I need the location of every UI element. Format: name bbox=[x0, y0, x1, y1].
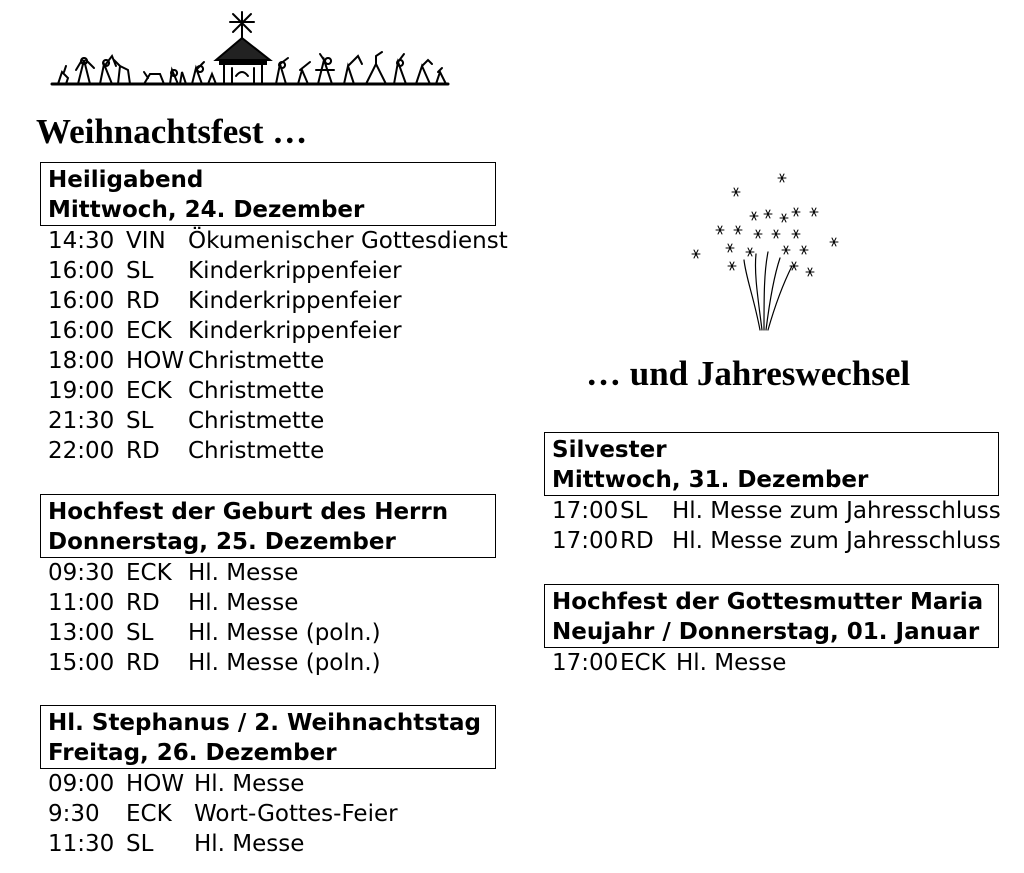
service-location: RD bbox=[126, 438, 160, 464]
service-event: Hl. Messe bbox=[188, 560, 299, 586]
service-event: Christmette bbox=[188, 408, 325, 434]
section-st-stephen bbox=[40, 705, 496, 859]
service-event: Hl. Messe zum Jahresschluss bbox=[672, 498, 1001, 524]
service-row bbox=[48, 648, 496, 678]
service-list bbox=[40, 226, 508, 466]
section-header bbox=[544, 432, 999, 496]
service-time: 14:30 bbox=[48, 228, 115, 254]
service-time: 22:00 bbox=[48, 438, 115, 464]
service-row bbox=[552, 648, 999, 678]
service-row bbox=[48, 376, 508, 406]
section-header bbox=[544, 584, 999, 648]
section-date: Freitag, 26. Dezember bbox=[48, 740, 337, 766]
service-location: RD bbox=[620, 528, 654, 554]
service-location: RD bbox=[126, 590, 160, 616]
page-title-christmas: Weihnachtsfest … bbox=[36, 112, 308, 151]
section-date: Mittwoch, 24. Dezember bbox=[48, 197, 365, 223]
service-row bbox=[48, 769, 496, 799]
section-date: Donnerstag, 25. Dezember bbox=[48, 529, 396, 555]
section-silvester bbox=[544, 432, 1001, 556]
service-row bbox=[48, 346, 508, 376]
service-row bbox=[48, 406, 508, 436]
service-time: 16:00 bbox=[48, 288, 115, 314]
section-date: Neujahr / Donnerstag, 01. Januar bbox=[552, 619, 980, 645]
service-location: ECK bbox=[126, 560, 172, 586]
service-row bbox=[552, 496, 1001, 526]
service-time: 19:00 bbox=[48, 378, 115, 404]
service-time: 17:00 bbox=[552, 650, 619, 676]
section-title: Hochfest der Gottesmutter Maria bbox=[552, 589, 984, 615]
service-time: 09:30 bbox=[48, 560, 115, 586]
service-row bbox=[552, 526, 1001, 556]
section-title: Heiligabend bbox=[48, 167, 204, 193]
service-location: HOW bbox=[126, 348, 185, 374]
service-list bbox=[40, 558, 496, 678]
nativity-scene-icon bbox=[48, 8, 456, 92]
service-list bbox=[40, 769, 496, 859]
section-header bbox=[40, 705, 496, 769]
page-title-new-year: … und Jahreswechsel bbox=[586, 354, 911, 393]
service-row bbox=[48, 558, 496, 588]
section-header bbox=[40, 494, 496, 558]
service-list bbox=[544, 496, 1001, 556]
service-location: RD bbox=[126, 650, 160, 676]
service-row bbox=[48, 226, 508, 256]
service-location: VIN bbox=[126, 228, 166, 254]
service-event: Hl. Messe bbox=[188, 590, 299, 616]
service-list bbox=[544, 648, 999, 678]
service-row bbox=[48, 829, 496, 859]
service-row bbox=[48, 588, 496, 618]
service-event: Hl. Messe (poln.) bbox=[188, 620, 381, 646]
service-row bbox=[48, 436, 508, 466]
service-location: ECK bbox=[126, 801, 172, 827]
service-time: 11:30 bbox=[48, 831, 115, 857]
service-location: SL bbox=[620, 498, 648, 524]
service-row bbox=[48, 618, 496, 648]
service-location: SL bbox=[126, 258, 154, 284]
section-date: Mittwoch, 31. Dezember bbox=[552, 467, 869, 493]
service-time: 17:00 bbox=[552, 528, 619, 554]
section-heiligabend bbox=[40, 162, 508, 466]
service-event: Hl. Messe zum Jahresschluss bbox=[672, 528, 1001, 554]
service-time: 17:00 bbox=[552, 498, 619, 524]
service-row bbox=[48, 316, 508, 346]
service-row bbox=[48, 799, 496, 829]
service-location: SL bbox=[126, 831, 154, 857]
service-location: HOW bbox=[126, 771, 185, 797]
section-title: Hochfest der Geburt des Herrn bbox=[48, 499, 449, 525]
service-event: Kinderkrippenfeier bbox=[188, 258, 402, 284]
service-event: Kinderkrippenfeier bbox=[188, 288, 402, 314]
fireworks-icon bbox=[688, 168, 848, 338]
service-event: Wort-Gottes-Feier bbox=[194, 801, 398, 827]
service-event: Hl. Messe bbox=[676, 650, 787, 676]
service-time: 16:00 bbox=[48, 318, 115, 344]
service-event: Kinderkrippenfeier bbox=[188, 318, 402, 344]
section-new-year bbox=[544, 584, 999, 678]
service-location: ECK bbox=[126, 318, 172, 344]
service-location: SL bbox=[126, 408, 154, 434]
section-christmas-day bbox=[40, 494, 496, 678]
service-time: 13:00 bbox=[48, 620, 115, 646]
service-time: 09:00 bbox=[48, 771, 115, 797]
service-row bbox=[48, 286, 508, 316]
service-time: 9:30 bbox=[48, 801, 100, 827]
service-row bbox=[48, 256, 508, 286]
service-event: Christmette bbox=[188, 348, 325, 374]
service-location: ECK bbox=[620, 650, 666, 676]
service-event: Hl. Messe (poln.) bbox=[188, 650, 381, 676]
service-event: Hl. Messe bbox=[194, 771, 305, 797]
service-event: Hl. Messe bbox=[194, 831, 305, 857]
service-location: RD bbox=[126, 288, 160, 314]
section-title: Hl. Stephanus / 2. Weihnachtstag bbox=[48, 710, 481, 736]
service-time: 18:00 bbox=[48, 348, 115, 374]
service-time: 21:30 bbox=[48, 408, 115, 434]
service-event: Ökumenischer Gottesdienst bbox=[188, 228, 508, 254]
section-header bbox=[40, 162, 496, 226]
section-title: Silvester bbox=[552, 437, 667, 463]
service-location: SL bbox=[126, 620, 154, 646]
service-time: 11:00 bbox=[48, 590, 115, 616]
service-time: 15:00 bbox=[48, 650, 115, 676]
service-event: Christmette bbox=[188, 378, 325, 404]
service-event: Christmette bbox=[188, 438, 325, 464]
service-location: ECK bbox=[126, 378, 172, 404]
service-time: 16:00 bbox=[48, 258, 115, 284]
